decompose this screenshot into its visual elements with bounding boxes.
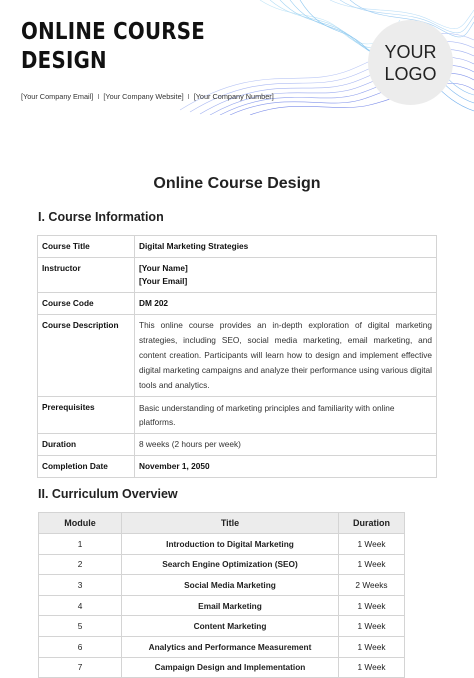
module-title: Introduction to Digital Marketing — [122, 534, 339, 555]
module-duration: 1 Week — [339, 595, 405, 616]
module-number: 3 — [39, 575, 122, 596]
module-title: Content Marketing — [122, 616, 339, 637]
contact-line — [21, 92, 274, 101]
module-duration: 1 Week — [339, 657, 405, 678]
separator: I — [97, 92, 100, 101]
module-duration: 1 Week — [339, 616, 405, 637]
brand-title — [21, 18, 205, 76]
table-row — [39, 616, 405, 637]
logo-line-1: YOUR — [384, 41, 437, 62]
module-duration: 1 Week — [339, 534, 405, 555]
instructor-name: [Your Name] — [139, 263, 188, 273]
module-number: 7 — [39, 657, 122, 678]
row-label: Course Description — [38, 315, 135, 397]
table-row — [38, 434, 437, 456]
section-heading-curriculum: II. Curriculum Overview — [38, 487, 178, 501]
row-value: 8 weeks (2 hours per week) — [135, 434, 437, 456]
company-logo — [368, 20, 453, 105]
module-number: 2 — [39, 554, 122, 575]
section-heading-course-info: I. Course Information — [38, 210, 164, 224]
module-number: 6 — [39, 636, 122, 657]
module-title: Email Marketing — [122, 595, 339, 616]
column-header-module: Module — [39, 513, 122, 534]
row-label: Duration — [38, 434, 135, 456]
company-phone: [Your Company Number] — [193, 92, 274, 101]
row-label: Course Code — [38, 293, 135, 315]
table-row — [39, 534, 405, 555]
row-label: Instructor — [38, 258, 135, 293]
table-row — [38, 236, 437, 258]
module-duration: 1 Week — [339, 636, 405, 657]
course-info-table — [37, 235, 437, 478]
module-number: 4 — [39, 595, 122, 616]
row-value: This online course provides an in-depth exploration of digital marketing strategies, including SEO, social media marketing, email marketing, and content creation. Participants will learn how to design and implement effective digital marketing campaigns and analyze their performance using various digital tools and analytics. — [135, 315, 437, 397]
table-row — [38, 456, 437, 478]
module-title: Campaign Design and Implementation — [122, 657, 339, 678]
document-header — [0, 0, 474, 115]
table-row — [38, 315, 437, 397]
module-number: 5 — [39, 616, 122, 637]
table-row — [38, 258, 437, 293]
separator: I — [187, 92, 190, 101]
row-value: DM 202 — [135, 293, 437, 315]
module-title: Search Engine Optimization (SEO) — [122, 554, 339, 575]
row-value — [135, 258, 437, 293]
logo-line-2: LOGO — [384, 63, 437, 84]
table-row — [39, 575, 405, 596]
company-email: [Your Company Email] — [21, 92, 94, 101]
column-header-duration: Duration — [339, 513, 405, 534]
table-row — [39, 554, 405, 575]
brand-title-line-1: ONLINE COURSE — [21, 19, 206, 45]
table-row — [38, 397, 437, 434]
column-header-title: Title — [122, 513, 339, 534]
document-title: Online Course Design — [153, 175, 321, 192]
module-number: 1 — [39, 534, 122, 555]
table-row — [38, 293, 437, 315]
row-label: Prerequisites — [38, 397, 135, 434]
row-label: Completion Date — [38, 456, 135, 478]
module-title: Analytics and Performance Measurement — [122, 636, 339, 657]
table-header-row — [39, 513, 405, 534]
company-website: [Your Company Website] — [103, 92, 184, 101]
module-duration: 2 Weeks — [339, 575, 405, 596]
brand-title-line-2: DESIGN — [21, 48, 107, 74]
instructor-email: [Your Email] — [139, 276, 188, 286]
table-row — [39, 595, 405, 616]
row-value: Digital Marketing Strategies — [135, 236, 437, 258]
table-row — [39, 657, 405, 678]
curriculum-table — [38, 512, 405, 678]
row-value: November 1, 2050 — [135, 456, 437, 478]
row-value: Basic understanding of marketing principles and familiarity with online platforms. — [135, 397, 437, 434]
row-label: Course Title — [38, 236, 135, 258]
module-title: Social Media Marketing — [122, 575, 339, 596]
module-duration: 1 Week — [339, 554, 405, 575]
table-row — [39, 636, 405, 657]
